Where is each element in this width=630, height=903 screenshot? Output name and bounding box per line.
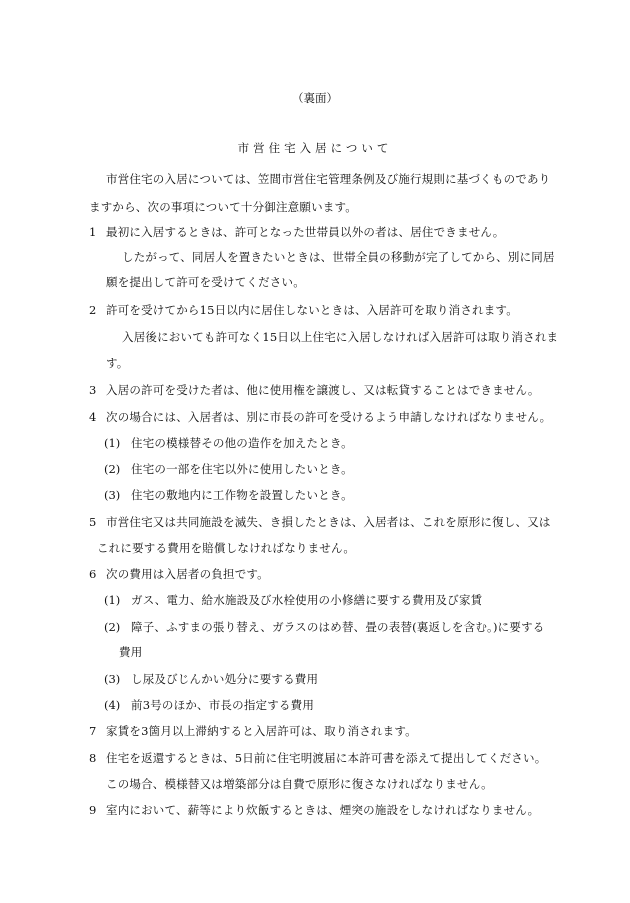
item-number-2: 2 [89,303,97,317]
intro-line-1: 市営住宅の入居については、笠間市営住宅管理条例及び施行規則に基づくものであり [106,172,551,186]
item-9-line-1: 室内において、薪等により炊飯するときは、煙突の施設をしなければなりません。 [106,803,540,817]
item-number-9: 9 [89,803,97,817]
item-6-sub-text-4: 前3号のほか、市長の指定する費用 [131,698,315,712]
item-6-sub-text-1: ガス、電力、給水施設及び水栓使用の小修繕に要する費用及び家賃 [131,593,483,607]
item-6-sub-text-2-continued: 費用 [119,645,143,659]
side-label: （裏面） [292,91,338,105]
item-7-line-1: 家賃を3箇月以上滞納すると入居許可は、取り消されます。 [106,724,417,738]
item-number-1: 1 [89,225,97,239]
item-number-5: 5 [89,515,97,529]
item-4-sub-text-1: 住宅の模様替その他の造作を加えたとき。 [131,436,353,450]
item-number-6: 6 [89,567,97,581]
item-5-line-1: 市営住宅又は共同施設を滅失、き損したときは、入居者は、これを原形に復し、又は [106,515,551,529]
item-6-sub-text-2: 障子、ふすまの張り替え、ガラスのはめ替、畳の表替(裏返しを含む。)に要する [131,620,545,634]
item-number-3: 3 [89,383,97,397]
item-4-sub-text-2: 住宅の一部を住宅以外に使用したいとき。 [131,462,353,476]
item-number-8: 8 [89,751,97,765]
item-number-7: 7 [89,724,97,738]
item-1-sub-1: したがって、同居人を置きたいときは、世帯全員の移動が完了してから、別に同居 [122,250,555,264]
item-number-4: 4 [89,410,97,424]
item-6-sub-number-2: (2) [104,620,121,634]
item-4-sub-number-2: (2) [104,462,121,476]
document-title: 市営住宅入居について [237,141,393,155]
item-6-line-1: 次の費用は入居者の負担です。 [106,567,269,581]
item-8-sub-1: この場合、模様替又は増築部分は自費で原形に復さなければなりません。 [106,777,493,791]
intro-line-2: ますから、次の事項について十分御注意願います。 [89,200,357,214]
item-6-sub-text-3: し尿及びじんかい処分に要する費用 [131,672,319,686]
item-3-line-1: 入居の許可を受けた者は、他に使用権を譲渡し、又は転貸することはできません。 [106,383,540,397]
item-1-sub-2: 願を提出して許可を受けてください。 [106,275,305,289]
item-8-line-1: 住宅を返還するときは、5日前に住宅明渡届に本許可書を添えて提出してください。 [106,751,547,765]
item-1-line-1: 最初に入居するときは、許可となった世帯員以外の者は、居住できません。 [106,225,505,239]
item-2-line-1: 許可を受けてから15日以内に居住しないときは、入居許可を取り消されます。 [106,303,518,317]
item-5-line-2: これに要する費用を賠償しなければなりません。 [97,541,356,555]
item-6-sub-number-1: (1) [104,593,121,607]
item-2-sub-1: 入居後においても許可なく15日以上住宅に入居しなければ入居許可は取り消されま [122,330,559,344]
item-4-sub-number-1: (1) [104,436,121,450]
item-6-sub-number-3: (3) [104,672,121,686]
item-2-sub-2: す。 [106,356,129,370]
item-4-sub-number-3: (3) [104,488,121,502]
item-4-line-1: 次の場合には、入居者は、別に市長の許可を受けるよう申請しなければなりません。 [106,410,552,424]
item-6-sub-number-4: (4) [104,698,121,712]
item-4-sub-text-3: 住宅の敷地内に工作物を設置したいとき。 [131,488,353,502]
